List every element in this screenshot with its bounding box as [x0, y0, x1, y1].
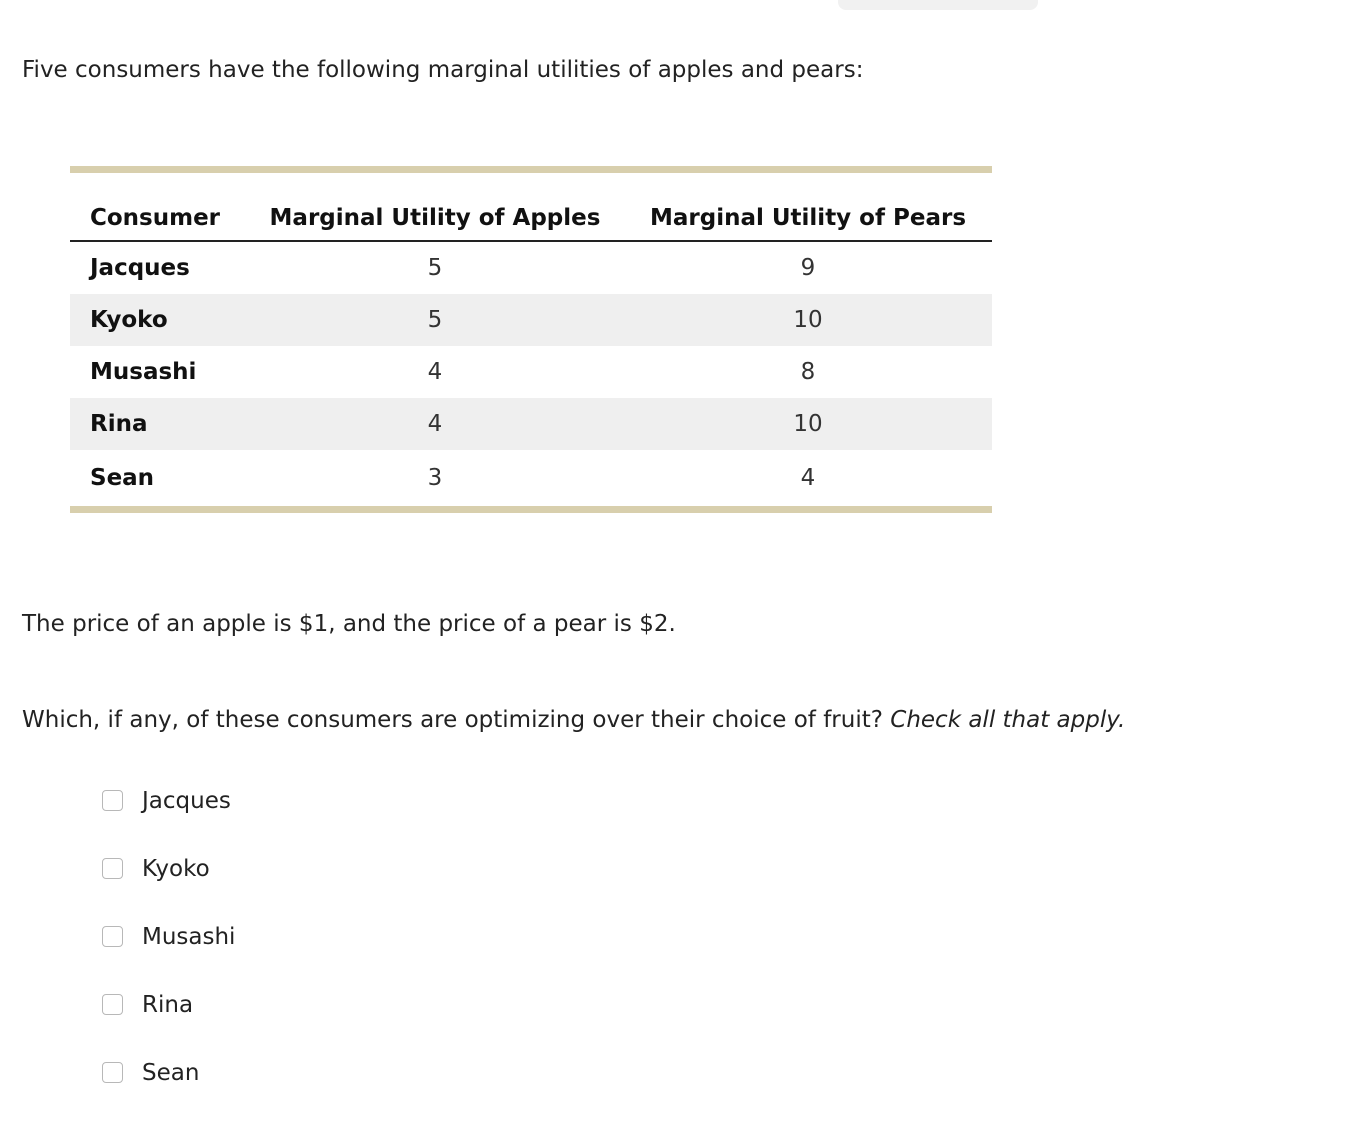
- option-label[interactable]: Musashi: [142, 924, 236, 950]
- option-kyoko[interactable]: [102, 854, 235, 922]
- consumer-name: Rina: [70, 398, 246, 450]
- apples-value: 5: [427, 255, 443, 281]
- pears-value: 10: [624, 294, 992, 346]
- apples-value: 4: [427, 359, 443, 385]
- utility-table: [70, 166, 992, 513]
- header-pears: Marginal Utility of Pears: [624, 173, 992, 241]
- option-label[interactable]: Rina: [142, 992, 194, 1018]
- option-label[interactable]: Sean: [142, 1060, 200, 1086]
- table-top-rule: [70, 166, 992, 173]
- price-text: The price of an apple is $1, and the price of a pear is $2.: [22, 611, 676, 637]
- apples-value: 4: [246, 398, 624, 450]
- checkbox[interactable]: [102, 790, 123, 811]
- table-row: [70, 346, 992, 398]
- pears-value: 4: [800, 465, 816, 491]
- pears-value: 10: [624, 398, 992, 450]
- option-rina[interactable]: [102, 990, 235, 1058]
- header-consumer: Consumer: [70, 173, 246, 241]
- checkbox[interactable]: [102, 858, 123, 879]
- table-row: [70, 241, 992, 294]
- option-musashi[interactable]: [102, 922, 235, 990]
- apples-value: 3: [427, 465, 443, 491]
- question-text: [22, 705, 1125, 735]
- table-header-row: [70, 173, 992, 241]
- table-row: [70, 450, 992, 506]
- table-bottom-rule: [70, 506, 992, 513]
- answer-options: [102, 786, 235, 1126]
- option-label[interactable]: Jacques: [142, 788, 231, 814]
- apples-value: 5: [246, 294, 624, 346]
- table-row: [70, 294, 992, 346]
- top-tab: [838, 0, 1038, 10]
- question-prompt: Which, if any, of these consumers are optimizing over their choice of fruit?: [22, 707, 883, 733]
- option-jacques[interactable]: [102, 786, 235, 854]
- consumer-name: Jacques: [90, 255, 190, 281]
- option-label[interactable]: Kyoko: [142, 856, 210, 882]
- checkbox[interactable]: [102, 994, 123, 1015]
- checkbox[interactable]: [102, 926, 123, 947]
- consumer-name: Sean: [90, 465, 155, 491]
- consumer-name: Kyoko: [70, 294, 246, 346]
- pears-value: 9: [800, 255, 816, 281]
- table-row: [70, 398, 992, 450]
- question-instruction: Check all that apply.: [890, 707, 1126, 733]
- consumer-name: Musashi: [90, 359, 197, 385]
- pears-value: 8: [800, 359, 816, 385]
- header-apples: Marginal Utility of Apples: [246, 173, 624, 241]
- checkbox[interactable]: [102, 1062, 123, 1083]
- option-sean[interactable]: [102, 1058, 235, 1126]
- intro-text: Five consumers have the following marginal utilities of apples and pears:: [22, 57, 864, 83]
